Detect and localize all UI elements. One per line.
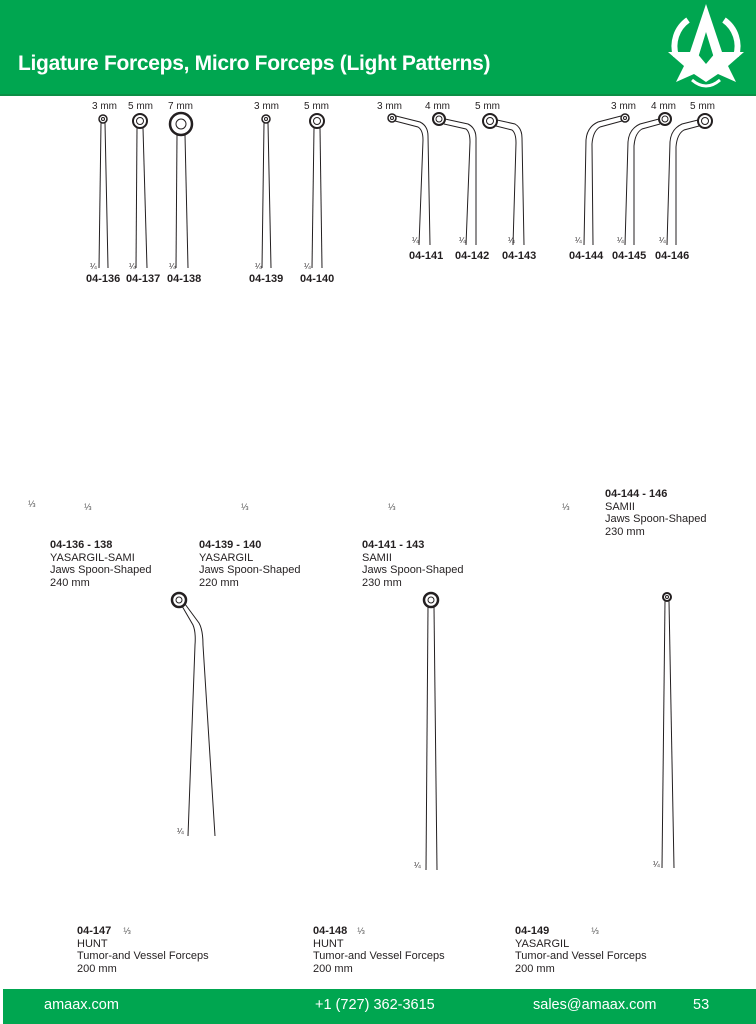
product-name: YASARGIL: [199, 551, 254, 564]
product-code: 04-141: [409, 250, 444, 262]
product-name: YASARGIL: [515, 937, 570, 950]
product-length: 200 mm: [77, 962, 117, 975]
product-type: Tumor-and Vessel Forceps: [515, 950, 647, 962]
product-name: SAMII: [362, 551, 392, 564]
product-code: 04-143: [502, 250, 537, 262]
page-number: 53: [693, 997, 710, 1013]
product-code: 04-145: [612, 250, 647, 262]
product-name: SAMII: [605, 500, 635, 513]
product-description: [313, 925, 445, 975]
product-type: Jaws Spoon-Shaped: [362, 564, 464, 576]
scale-mark: ⅓: [123, 926, 131, 936]
phone-number[interactable]: +1 (727) 362-3615: [315, 997, 435, 1013]
scale-mark: ¼: [659, 236, 666, 245]
scale-mark: ⅓: [562, 502, 570, 512]
product-code: 04-139: [249, 273, 284, 285]
product-type: Tumor-and Vessel Forceps: [313, 950, 445, 962]
product-code: 04-144 - 146: [605, 488, 668, 500]
size-label: 3 mm: [254, 101, 279, 112]
product-code: 04-139 - 140: [199, 539, 262, 551]
product-length: 230 mm: [362, 576, 402, 589]
scale-mark: ¼: [304, 262, 311, 271]
product-code: 04-146: [655, 250, 690, 262]
product-type: Tumor-and Vessel Forceps: [77, 950, 209, 962]
product-length: 240 mm: [50, 576, 90, 589]
size-label: 4 mm: [651, 101, 676, 112]
scale-mark: ⅓: [388, 502, 396, 512]
size-label: 7 mm: [168, 101, 193, 112]
website-link[interactable]: amaax.com: [44, 997, 119, 1013]
scale-mark: ¼: [575, 236, 582, 245]
product-name: HUNT: [313, 937, 344, 950]
product-length: 200 mm: [313, 962, 353, 975]
page-title: Ligature Forceps, Micro Forceps (Light Patterns): [18, 52, 491, 75]
product-length: 220 mm: [199, 576, 239, 589]
size-label: 5 mm: [128, 101, 153, 112]
scale-mark: ¼: [90, 262, 97, 271]
page-footer: [3, 989, 756, 1024]
product-code: 04-149: [515, 925, 550, 937]
product-code: 04-137: [126, 273, 161, 285]
product-name: HUNT: [77, 937, 108, 950]
product-code: 04-136 - 138: [50, 539, 113, 551]
scale-mark: ¼: [414, 861, 421, 870]
product-code: 04-148: [313, 925, 348, 937]
scale-mark: ¼: [169, 262, 176, 271]
scale-mark: ⅓: [591, 926, 599, 936]
product-code: 04-147: [77, 925, 112, 937]
product-code: 04-142: [455, 250, 490, 262]
product-description: [77, 925, 209, 975]
scale-mark: ⅓: [84, 502, 92, 512]
scale-mark: ¼: [412, 236, 419, 245]
product-length: 230 mm: [605, 525, 645, 538]
product-description: [515, 925, 647, 975]
scale-mark: ⅓: [28, 499, 36, 509]
product-code: 04-140: [300, 273, 335, 285]
product-length: 200 mm: [515, 962, 555, 975]
product-type: Jaws Spoon-Shaped: [50, 564, 152, 576]
product-code: 04-138: [167, 273, 202, 285]
size-label: 5 mm: [304, 101, 329, 112]
scale-mark: ¼: [177, 827, 184, 836]
scale-mark: ¼: [617, 236, 624, 245]
product-code: 04-136: [86, 273, 121, 285]
size-label: 3 mm: [92, 101, 117, 112]
product-name: YASARGIL-SAMI: [50, 551, 135, 564]
size-label: 5 mm: [475, 101, 500, 112]
product-code: 04-144: [569, 250, 604, 262]
scale-mark: ¼: [129, 262, 136, 271]
email-link[interactable]: sales@amaax.com: [533, 997, 657, 1013]
scale-mark: ¼: [508, 236, 515, 245]
size-label: 4 mm: [425, 101, 450, 112]
product-type: Jaws Spoon-Shaped: [605, 513, 707, 525]
product-type: Jaws Spoon-Shaped: [199, 564, 301, 576]
scale-mark: ¼: [653, 860, 660, 869]
size-label: 3 mm: [377, 101, 402, 112]
scale-mark: ¼: [459, 236, 466, 245]
scale-mark: ¼: [255, 262, 262, 271]
product-code: 04-141 - 143: [362, 539, 425, 551]
scale-mark: ⅓: [241, 502, 249, 512]
size-label: 5 mm: [690, 101, 715, 112]
scale-mark: ⅓: [357, 926, 365, 936]
size-label: 3 mm: [611, 101, 636, 112]
